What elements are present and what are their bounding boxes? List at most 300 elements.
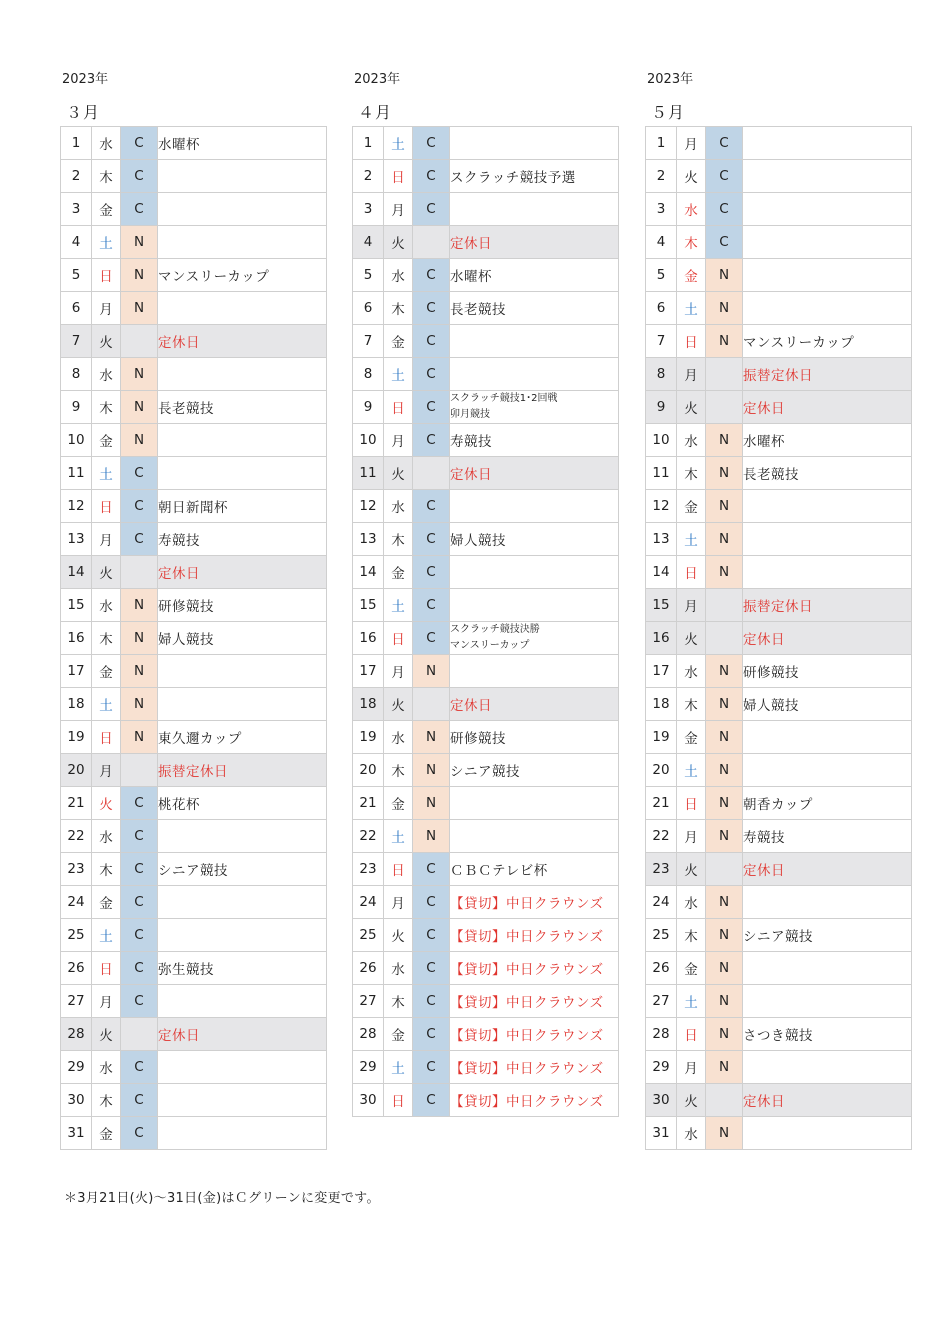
day-row: [646, 358, 912, 391]
day-number: 29: [646, 1051, 677, 1084]
day-row: [646, 556, 912, 589]
day-row: [61, 1084, 327, 1117]
event-cell: マンスリーカップ: [158, 259, 327, 292]
day-of-week: 金: [677, 952, 706, 985]
day-number: 20: [646, 754, 677, 787]
day-number: 28: [353, 1018, 384, 1051]
course-cell: C: [121, 853, 158, 886]
event-cell: 水曜杯: [743, 424, 912, 457]
day-of-week: 木: [92, 622, 121, 655]
day-of-week: 日: [92, 952, 121, 985]
event-cell: 桃花杯: [158, 787, 327, 820]
course-cell: C: [706, 127, 743, 160]
day-number: 18: [353, 688, 384, 721]
day-number: 22: [646, 820, 677, 853]
course-cell: N: [121, 589, 158, 622]
course-cell: C: [413, 1051, 450, 1084]
day-number: 19: [646, 721, 677, 754]
event-cell: 婦人競技: [158, 622, 327, 655]
event-cell: 婦人競技: [450, 523, 619, 556]
day-number: 2: [646, 160, 677, 193]
course-cell: C: [413, 259, 450, 292]
course-cell: N: [121, 292, 158, 325]
day-row: [353, 622, 619, 655]
day-of-week: 月: [384, 655, 413, 688]
day-number: 11: [61, 457, 92, 490]
month-title: ５月: [651, 103, 686, 122]
event-cell: 定休日: [450, 457, 619, 490]
event-cell: 水曜杯: [450, 259, 619, 292]
course-cell: N: [706, 424, 743, 457]
day-of-week: 水: [92, 589, 121, 622]
month-table: [60, 126, 327, 1150]
day-row: [353, 721, 619, 754]
day-number: 29: [61, 1051, 92, 1084]
day-of-week: 日: [92, 490, 121, 523]
course-cell: N: [706, 952, 743, 985]
day-of-week: 日: [92, 259, 121, 292]
event-cell: [158, 226, 327, 259]
day-row: [61, 259, 327, 292]
course-cell: C: [706, 160, 743, 193]
day-of-week: 土: [677, 523, 706, 556]
day-of-week: 水: [384, 952, 413, 985]
month-april: [352, 70, 619, 1117]
day-of-week: 金: [384, 787, 413, 820]
event-cell: [158, 820, 327, 853]
footnote: ＊3月21日(火)～31日(金)はＣグリーンに変更です。: [64, 1191, 380, 1206]
day-row: [646, 226, 912, 259]
day-of-week: 土: [92, 919, 121, 952]
event-cell: 【貸切】中日クラウンズ: [450, 886, 619, 919]
day-of-week: 金: [677, 490, 706, 523]
day-of-week: 火: [92, 787, 121, 820]
course-cell: C: [121, 1051, 158, 1084]
day-of-week: 木: [92, 391, 121, 424]
day-of-week: 月: [92, 754, 121, 787]
day-row: [61, 424, 327, 457]
event-cell: 水曜杯: [158, 127, 327, 160]
event-cell: 定休日: [743, 622, 912, 655]
event-cell: 【貸切】中日クラウンズ: [450, 952, 619, 985]
day-row: [353, 754, 619, 787]
event-cell: [743, 259, 912, 292]
course-cell: [706, 853, 743, 886]
day-row: [353, 523, 619, 556]
event-cell: 研修競技: [743, 655, 912, 688]
day-number: 1: [61, 127, 92, 160]
day-of-week: 金: [92, 1117, 121, 1150]
course-cell: N: [121, 424, 158, 457]
event-cell: [158, 886, 327, 919]
day-of-week: 水: [92, 820, 121, 853]
day-row: [61, 457, 327, 490]
day-of-week: 火: [677, 391, 706, 424]
day-number: 14: [646, 556, 677, 589]
day-of-week: 火: [677, 622, 706, 655]
day-number: 28: [61, 1018, 92, 1051]
course-cell: N: [706, 1117, 743, 1150]
day-number: 8: [646, 358, 677, 391]
day-of-week: 金: [677, 259, 706, 292]
course-cell: C: [413, 160, 450, 193]
day-of-week: 水: [92, 358, 121, 391]
day-of-week: 日: [384, 160, 413, 193]
day-of-week: 水: [92, 127, 121, 160]
day-of-week: 土: [92, 226, 121, 259]
day-number: 3: [61, 193, 92, 226]
day-row: [646, 886, 912, 919]
day-number: 22: [353, 820, 384, 853]
course-cell: C: [706, 193, 743, 226]
event-cell: [450, 127, 619, 160]
day-of-week: 木: [384, 292, 413, 325]
day-row: [646, 325, 912, 358]
day-of-week: 木: [384, 523, 413, 556]
event-cell: [743, 721, 912, 754]
course-cell: C: [413, 127, 450, 160]
event-cell: 【貸切】中日クラウンズ: [450, 1018, 619, 1051]
course-cell: N: [121, 688, 158, 721]
course-cell: [706, 589, 743, 622]
course-cell: [413, 457, 450, 490]
day-row: [646, 391, 912, 424]
event-cell: 定休日: [743, 391, 912, 424]
day-row: [61, 622, 327, 655]
event-cell: [450, 193, 619, 226]
day-row: [353, 688, 619, 721]
day-number: 2: [61, 160, 92, 193]
course-cell: C: [121, 457, 158, 490]
event-cell: 東久邇カップ: [158, 721, 327, 754]
event-cell: [450, 589, 619, 622]
day-of-week: 月: [677, 127, 706, 160]
day-row: [353, 127, 619, 160]
day-of-week: 日: [384, 622, 413, 655]
year-label: 2023年: [354, 72, 401, 87]
course-cell: N: [121, 358, 158, 391]
day-number: 26: [646, 952, 677, 985]
day-number: 21: [353, 787, 384, 820]
day-of-week: 木: [92, 1084, 121, 1117]
month-title: ３月: [66, 103, 101, 122]
event-cell: [158, 688, 327, 721]
event-cell: [450, 655, 619, 688]
day-row: [353, 985, 619, 1018]
course-cell: C: [413, 490, 450, 523]
day-of-week: 金: [92, 886, 121, 919]
day-number: 5: [61, 259, 92, 292]
day-number: 1: [353, 127, 384, 160]
day-row: [646, 622, 912, 655]
day-row: [646, 721, 912, 754]
day-number: 4: [61, 226, 92, 259]
day-row: [353, 490, 619, 523]
day-of-week: 月: [677, 358, 706, 391]
course-cell: C: [413, 193, 450, 226]
event-cell: 定休日: [158, 1018, 327, 1051]
day-number: 9: [646, 391, 677, 424]
course-cell: C: [413, 622, 450, 655]
day-number: 21: [61, 787, 92, 820]
day-of-week: 日: [677, 556, 706, 589]
course-cell: C: [413, 391, 450, 424]
event-cell: [743, 886, 912, 919]
course-cell: N: [121, 391, 158, 424]
event-cell: 研修競技: [158, 589, 327, 622]
day-row: [646, 193, 912, 226]
day-number: 27: [646, 985, 677, 1018]
day-row: [646, 127, 912, 160]
day-row: [61, 523, 327, 556]
event-cell: [743, 1117, 912, 1150]
event-cell: [158, 358, 327, 391]
day-number: 23: [61, 853, 92, 886]
day-of-week: 土: [384, 358, 413, 391]
day-of-week: 月: [677, 820, 706, 853]
day-of-week: 月: [384, 424, 413, 457]
day-row: [646, 1018, 912, 1051]
day-of-week: 土: [677, 754, 706, 787]
day-of-week: 水: [677, 193, 706, 226]
event-cell: 長老競技: [450, 292, 619, 325]
course-cell: C: [413, 1018, 450, 1051]
day-of-week: 日: [677, 325, 706, 358]
day-row: [61, 589, 327, 622]
event-cell: [743, 523, 912, 556]
event-cell: [158, 919, 327, 952]
day-row: [353, 655, 619, 688]
day-number: 8: [353, 358, 384, 391]
course-cell: C: [121, 160, 158, 193]
day-row: [61, 721, 327, 754]
day-number: 24: [61, 886, 92, 919]
event-cell: [158, 655, 327, 688]
course-cell: C: [413, 853, 450, 886]
event-cell: [743, 754, 912, 787]
course-cell: C: [413, 325, 450, 358]
event-cell: 定休日: [158, 325, 327, 358]
day-row: [646, 1117, 912, 1150]
day-of-week: 月: [92, 292, 121, 325]
course-cell: [413, 226, 450, 259]
day-number: 15: [61, 589, 92, 622]
day-row: [646, 853, 912, 886]
event-cell: 長老競技: [743, 457, 912, 490]
day-row: [646, 919, 912, 952]
day-row: [353, 391, 619, 424]
day-row: [646, 589, 912, 622]
day-row: [61, 787, 327, 820]
event-cell: 研修競技: [450, 721, 619, 754]
year-label: 2023年: [647, 72, 694, 87]
event-cell: 振替定休日: [743, 358, 912, 391]
course-cell: C: [413, 292, 450, 325]
event-cell: [450, 358, 619, 391]
day-row: [353, 1084, 619, 1117]
event-cell: ＣＢＣテレビ杯: [450, 853, 619, 886]
day-number: 20: [353, 754, 384, 787]
day-of-week: 土: [384, 820, 413, 853]
event-cell: [450, 622, 619, 655]
day-row: [646, 655, 912, 688]
event-cell: シニア競技: [450, 754, 619, 787]
day-row: [353, 1051, 619, 1084]
course-cell: C: [413, 523, 450, 556]
day-number: 30: [646, 1084, 677, 1117]
day-number: 10: [61, 424, 92, 457]
course-cell: C: [413, 589, 450, 622]
day-of-week: 月: [384, 193, 413, 226]
day-number: 7: [646, 325, 677, 358]
course-cell: C: [121, 919, 158, 952]
course-cell: C: [413, 358, 450, 391]
course-cell: N: [706, 490, 743, 523]
day-of-week: 日: [384, 853, 413, 886]
day-of-week: 火: [92, 556, 121, 589]
day-of-week: 木: [92, 853, 121, 886]
day-number: 31: [61, 1117, 92, 1150]
course-cell: N: [706, 325, 743, 358]
day-row: [61, 952, 327, 985]
day-of-week: 木: [677, 919, 706, 952]
day-row: [353, 919, 619, 952]
day-row: [353, 193, 619, 226]
course-cell: C: [413, 886, 450, 919]
course-cell: N: [706, 886, 743, 919]
day-number: 16: [61, 622, 92, 655]
event-cell: [158, 1117, 327, 1150]
event-cell: [158, 193, 327, 226]
course-cell: N: [706, 688, 743, 721]
event-cell: [158, 424, 327, 457]
day-row: [353, 160, 619, 193]
day-number: 12: [646, 490, 677, 523]
day-number: 25: [353, 919, 384, 952]
day-of-week: 火: [677, 160, 706, 193]
course-cell: C: [121, 820, 158, 853]
day-of-week: 月: [677, 1051, 706, 1084]
day-number: 11: [646, 457, 677, 490]
course-cell: N: [706, 292, 743, 325]
day-row: [646, 490, 912, 523]
day-of-week: 月: [92, 523, 121, 556]
day-of-week: 木: [384, 754, 413, 787]
day-of-week: 金: [92, 655, 121, 688]
course-cell: C: [413, 985, 450, 1018]
event-cell: 定休日: [743, 853, 912, 886]
day-of-week: 土: [677, 985, 706, 1018]
course-cell: [706, 622, 743, 655]
event-cell: [450, 490, 619, 523]
day-of-week: 土: [677, 292, 706, 325]
course-cell: [413, 688, 450, 721]
day-number: 17: [61, 655, 92, 688]
day-row: [61, 226, 327, 259]
course-cell: C: [413, 1084, 450, 1117]
day-row: [61, 490, 327, 523]
day-number: 15: [646, 589, 677, 622]
day-row: [61, 820, 327, 853]
event-line: 卯月競技: [450, 409, 490, 420]
day-number: 14: [353, 556, 384, 589]
month-table: [645, 126, 912, 1150]
course-cell: N: [121, 259, 158, 292]
day-row: [61, 1117, 327, 1150]
day-row: [353, 952, 619, 985]
course-cell: [706, 358, 743, 391]
day-row: [61, 754, 327, 787]
day-row: [646, 985, 912, 1018]
event-cell: 振替定休日: [158, 754, 327, 787]
event-cell: シニア競技: [158, 853, 327, 886]
day-number: 21: [646, 787, 677, 820]
day-number: 19: [61, 721, 92, 754]
month-may: [645, 70, 912, 1150]
event-cell: 朝日新聞杯: [158, 490, 327, 523]
day-number: 19: [353, 721, 384, 754]
day-of-week: 日: [677, 1018, 706, 1051]
day-number: 7: [353, 325, 384, 358]
day-of-week: 金: [384, 325, 413, 358]
day-number: 18: [61, 688, 92, 721]
day-number: 2: [353, 160, 384, 193]
day-number: 27: [353, 985, 384, 1018]
day-number: 22: [61, 820, 92, 853]
event-cell: 朝香カップ: [743, 787, 912, 820]
month-table: [352, 126, 619, 1117]
event-cell: 定休日: [743, 1084, 912, 1117]
day-row: [353, 457, 619, 490]
event-cell: 長老競技: [158, 391, 327, 424]
day-row: [61, 160, 327, 193]
day-of-week: 土: [92, 457, 121, 490]
day-number: 25: [61, 919, 92, 952]
day-row: [646, 457, 912, 490]
day-of-week: 水: [677, 1117, 706, 1150]
event-cell: シニア競技: [743, 919, 912, 952]
day-row: [61, 919, 327, 952]
day-of-week: 水: [92, 1051, 121, 1084]
day-number: 24: [646, 886, 677, 919]
day-number: 18: [646, 688, 677, 721]
course-cell: [121, 556, 158, 589]
event-cell: [158, 1084, 327, 1117]
day-number: 31: [646, 1117, 677, 1150]
event-cell: 定休日: [450, 226, 619, 259]
event-cell: 弥生競技: [158, 952, 327, 985]
course-cell: N: [413, 655, 450, 688]
day-of-week: 水: [384, 259, 413, 292]
day-number: 29: [353, 1051, 384, 1084]
day-number: 26: [353, 952, 384, 985]
course-cell: [121, 754, 158, 787]
day-row: [61, 556, 327, 589]
day-row: [646, 523, 912, 556]
day-number: 11: [353, 457, 384, 490]
event-cell: [158, 292, 327, 325]
event-cell: 定休日: [450, 688, 619, 721]
day-number: 6: [61, 292, 92, 325]
day-row: [61, 358, 327, 391]
day-of-week: 火: [677, 1084, 706, 1117]
course-cell: N: [706, 1018, 743, 1051]
course-cell: C: [121, 1084, 158, 1117]
day-of-week: 日: [92, 721, 121, 754]
event-cell: [158, 1051, 327, 1084]
day-row: [646, 787, 912, 820]
course-cell: C: [121, 787, 158, 820]
